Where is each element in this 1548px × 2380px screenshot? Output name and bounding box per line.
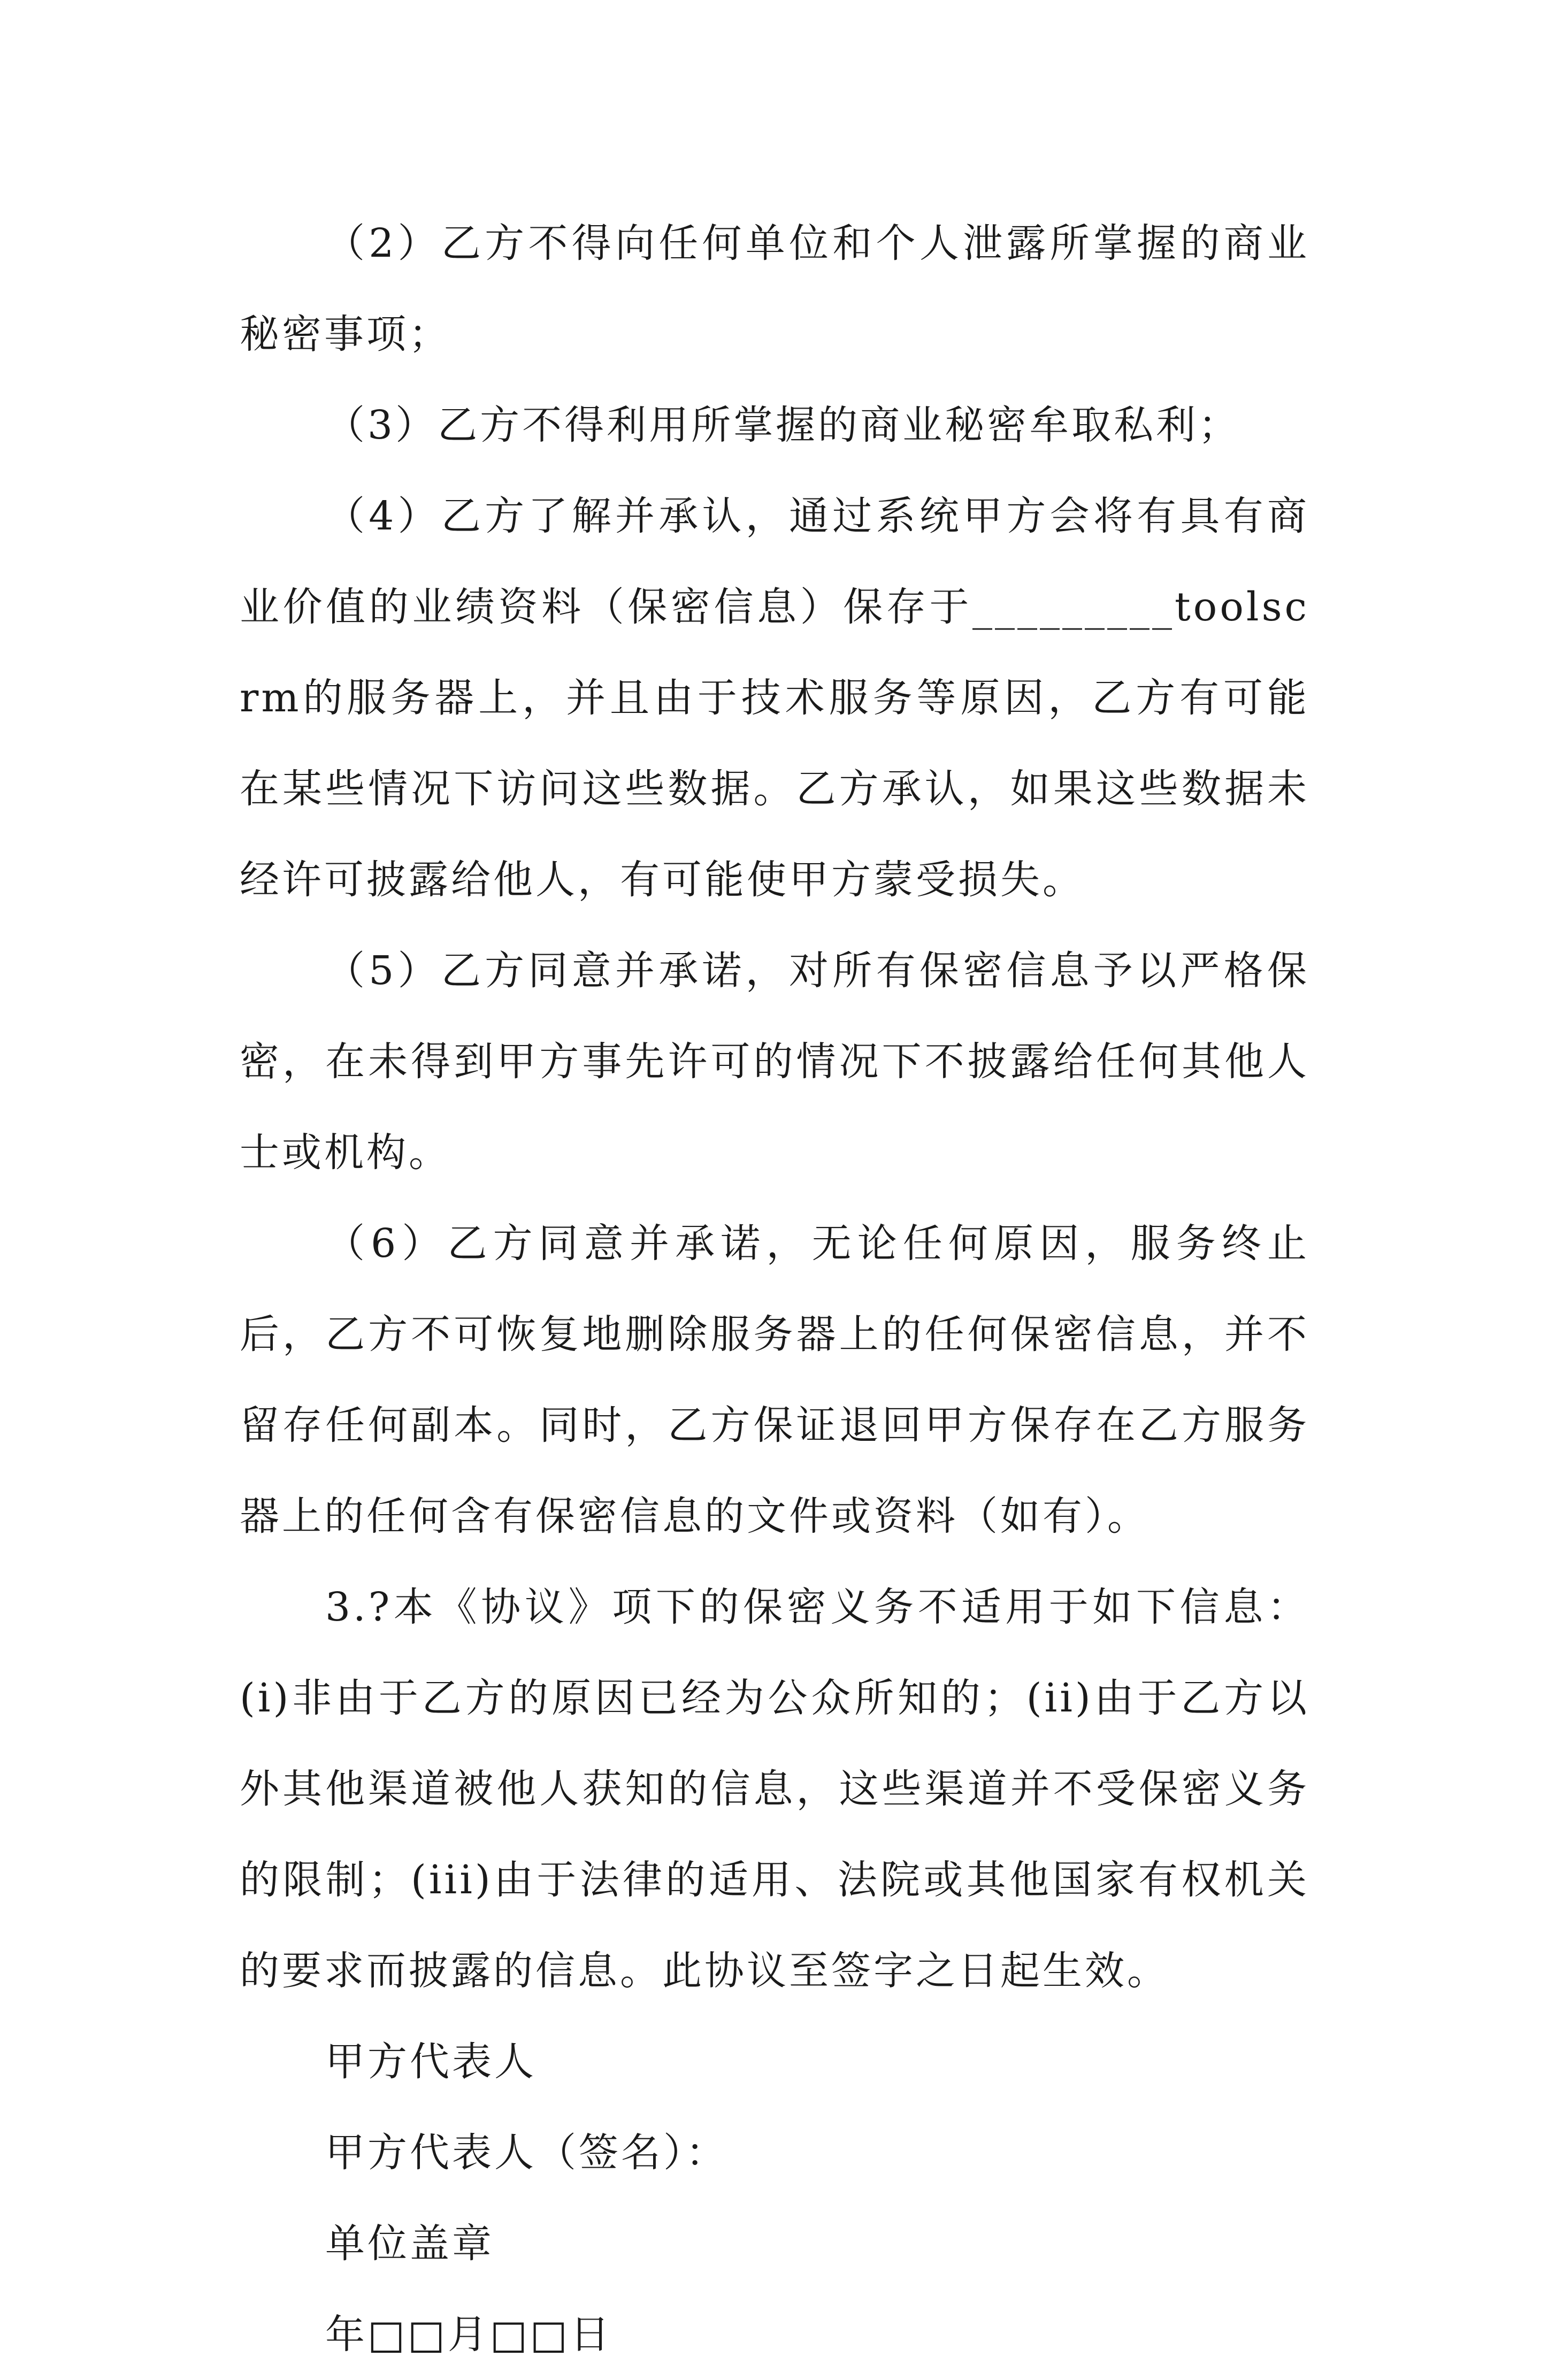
clause-5-paragraph: （5）乙方同意并承诺，对所有保密信息予以严格保密，在未得到甲方事先许可的情况下不披露给任何其他人士或机构。 bbox=[240, 948, 1309, 1176]
section-3-exceptions-paragraph: 3.?本《协议》项下的保密义务不适用于如下信息：(i)非由于乙方的原因已经为公众所知的；(ii)由于乙方以外其他渠道被他人获知的信息，这些渠道并不受保密义务的限制；(iii)由于法律的适用、法院或其他国家有权机关的要求而披露的信息。此协议至签字之日起生效。 bbox=[240, 1584, 1309, 1994]
clause-3-paragraph: （3）乙方不得利用所掌握的商业秘密牟取私利； bbox=[325, 402, 1241, 448]
party-a-representative-label: 甲方代表人 bbox=[325, 2039, 537, 2085]
signature-block bbox=[240, 2016, 1309, 2380]
clause-6-paragraph: （6）乙方同意并承诺，无论任何原因，服务终止后，乙方不可恢复地删除服务器上的任何保密信息，并不留存任何副本。同时，乙方保证退回甲方保存在乙方服务器上的任何含有保密信息的文件或资料（如有）。 bbox=[240, 1220, 1309, 1539]
clause-2-paragraph: （2）乙方不得向任何单位和个人泄露所掌握的商业秘密事项； bbox=[240, 220, 1309, 357]
document-body bbox=[240, 198, 1309, 2380]
company-seal-label: 单位盖章 bbox=[325, 2221, 494, 2267]
date-line: 年□□月□□日 bbox=[325, 2312, 612, 2358]
clause-4-paragraph: （4）乙方了解并承认，通过系统甲方会将有具有商业价值的业绩资料（保密信息）保存于_________toolscrm的服务器上，并且由于技术服务等原因，乙方有可能在某些情况下访问这些数据。乙方承认，如果这些数据未经许可披露给他人，有可能使甲方蒙受损失。 bbox=[240, 493, 1309, 903]
party-a-signature-label: 甲方代表人（签名）： bbox=[325, 2130, 728, 2176]
